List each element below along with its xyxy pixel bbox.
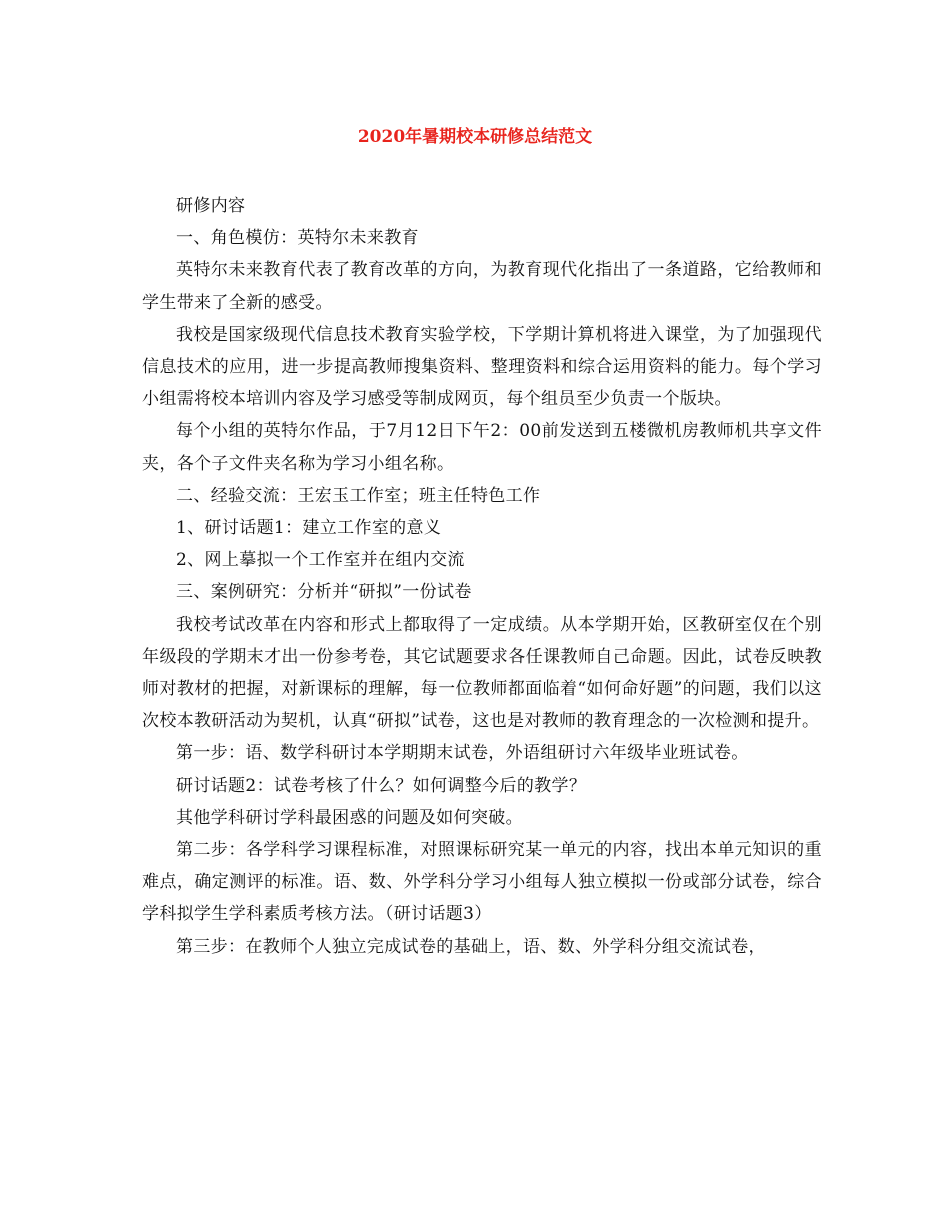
document-title: 2020年暑期校本研修总结范文 <box>357 127 593 147</box>
paragraph: 我校考试改革在内容和形式上都取得了一定成绩。从本学期开始，区教研室仅在个别年级段的学期末才出一份参考卷，其它试题要求各任课教师自己命题。因此，试卷反映教师对教材的把握，对新课标的理解，每一位教师都面临着“如何命好题”的问题，我们以这次校本教研活动为契机，认真“研拟”试卷，这也是对教师的教育理念的一次检测和提升。 <box>142 614 822 732</box>
paragraph-section-heading: 研修内容 <box>176 196 246 216</box>
paragraph: 第一步：语、数学科研讨本学期期末试卷，外语组研讨六年级毕业班试卷。 <box>176 743 749 764</box>
paragraph-heading-3: 三、案例研究：分析并“研拟”一份试卷 <box>176 582 472 603</box>
paragraph: 我校是国家级现代信息技术教育实验学校，下学期计算机将进入课堂，为了加强现代信息技术的应用，进一步提高教师搜集资料、整理资料和综合运用资料的能力。每个学习小组需将校本培训内容及学习感受等制成网页，每个组员至少负责一个版块。 <box>142 324 822 410</box>
paragraph-list-item: 2、网上摹拟一个工作室并在组内交流 <box>176 550 465 571</box>
paragraph: 每个小组的英特尔作品，于7月12日下午2：00前发送到五楼微机房教师机共享文件夹，各个子文件夹名称为学习小组名称。 <box>142 421 822 474</box>
paragraph: 其他学科研讨学科最困惑的问题及如何突破。 <box>176 807 523 828</box>
paragraph: 研讨话题2：试卷考核了什么？如何调整今后的教学？ <box>176 775 587 796</box>
paragraph: 英特尔未来教育代表了教育改革的方向，为教育现代化指出了一条道路，它给教师和学生带来了全新的感受。 <box>142 260 822 313</box>
paragraph-list-item: 1、研讨话题1：建立工作室的意义 <box>176 518 442 539</box>
paragraph: 第二步：各学科学习课程标准，对照课标研究某一单元的内容，找出本单元知识的重难点，确定测评的标准。语、数、外学科分学习小组每人独立模拟一份或部分试卷，综合学科拟学生学科素质考核方法。（研讨话题3） <box>142 840 822 925</box>
paragraph-heading-1: 一、角色模仿：英特尔未来教育 <box>176 228 419 249</box>
paragraph: 第三步：在教师个人独立完成试卷的基础上，语、数、外学科分组交流试卷， <box>176 936 766 957</box>
paragraph-heading-2: 二、经验交流：王宏玉工作室；班主任特色工作 <box>176 485 541 506</box>
document-body <box>142 190 822 963</box>
